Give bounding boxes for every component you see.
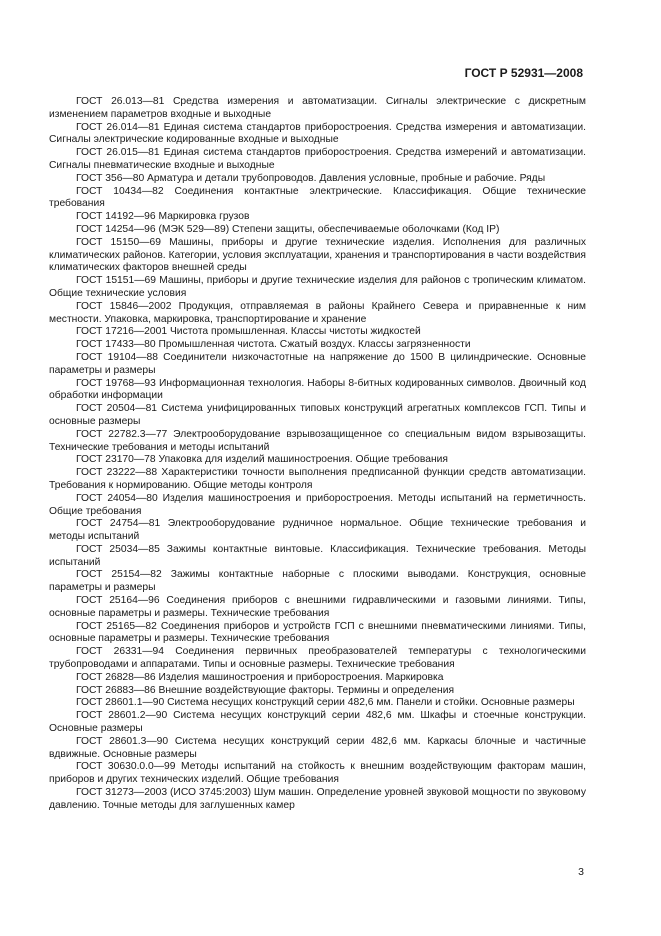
reference-item: ГОСТ 19104—88 Соединители низкочастотные на напряжение до 1500 В цилиндрические. Основные параметры и размеры xyxy=(49,351,586,376)
reference-item: ГОСТ 28601.3—90 Система несущих конструкций серии 482,6 мм. Каркасы блочные и частичные вдвижные. Основные размеры xyxy=(49,735,586,760)
reference-item: ГОСТ 25034—85 Зажимы контактные винтовые. Классификация. Технические требования. Методы испытаний xyxy=(49,543,586,568)
reference-item: ГОСТ 17216—2001 Чистота промышленная. Классы чистоты жидкостей xyxy=(76,326,421,338)
reference-item: ГОСТ 23170—78 Упаковка для изделий машиностроения. Общие требования xyxy=(76,454,448,466)
document-header: ГОСТ Р 52931—2008 xyxy=(464,66,583,80)
reference-item: ГОСТ 26.013—81 Средства измерения и автоматизации. Сигналы электрические с дискретным изменением параметров входные и выходные xyxy=(49,96,586,120)
reference-item: ГОСТ 25154—82 Зажимы контактные наборные с плоскими выводами. Конструкция, основные параметры и размеры xyxy=(49,569,586,594)
reference-item: ГОСТ 10434—82 Соединения контактные электрические. Классификация. Общие технические требования xyxy=(49,185,586,210)
reference-item: ГОСТ 22782.3—77 Электрооборудование взрывозащищенное со специальным видом взрывозащиты. Технические требования и методы испытаний xyxy=(49,428,586,453)
reference-item: ГОСТ 15150—69 Машины, приборы и другие технические изделия. Исполнения для различных климатических районов. Категории, условия эксплуатации, хранения и транспортирования в части воздействия климатических факторов внешней среды xyxy=(49,236,586,274)
reference-item: ГОСТ 19768—93 Информационная технология. Наборы 8-битных кодированных символов. Двоичный код обработки информации xyxy=(49,377,586,402)
reference-item: ГОСТ 356—80 Арматура и детали трубопроводов. Давления условные, пробные и рабочие. Ряды xyxy=(76,172,546,184)
reference-item: ГОСТ 30630.0.0—99 Методы испытаний на стойкость к внешним воздействующим факторам машин, приборов и других технических изделий. Общие требования xyxy=(49,761,586,786)
reference-item: ГОСТ 20504—81 Система унифицированных типовых конструкций агрегатных комплексов ГСП. Типы и основные размеры xyxy=(49,403,586,427)
reference-item: ГОСТ 15151—69 Машины, приборы и другие технические изделия для районов с тропическим климатом. Общие технические условия xyxy=(49,275,586,299)
reference-item: ГОСТ 26.014—81 Единая система стандартов приборостроения. Средства измерения и автоматизации. Сигналы электрические кодированные входные и выходные xyxy=(49,121,586,146)
reference-item: ГОСТ 31273—2003 (ИСО 3745:2003) Шум машин. Определение уровней звуковой мощности по звуковому давлению. Точные методы для заглушенных камер xyxy=(49,787,586,811)
reference-item: ГОСТ 24754—81 Электрооборудование рудничное нормальное. Общие технические требования и методы испытаний xyxy=(49,518,586,543)
reference-item: ГОСТ 26883—86 Внешние воздействующие факторы. Термины и определения xyxy=(76,684,455,696)
reference-item: ГОСТ 26828—86 Изделия машиностроения и приборостроения. Маркировка xyxy=(76,671,444,683)
reference-item: ГОСТ 28601.1—90 Система несущих конструкций серии 482,6 мм. Панели и стойки. Основные размеры xyxy=(76,697,575,709)
reference-item: ГОСТ 25165—82 Соединения приборов и устройств ГСП с внешними пневматическими линиями. Типы, основные параметры и размеры. Технические требования xyxy=(49,620,586,645)
reference-item: ГОСТ 15846—2002 Продукция, отправляемая в районы Крайнего Севера и приравненные к ним местности. Упаковка, маркировка, транспортирование и хранение xyxy=(49,300,586,325)
reference-item: ГОСТ 26.015—81 Единая система стандартов приборостроения. Средства измерений и автоматизации. Сигналы пневматические входные и выходные xyxy=(49,147,586,171)
normative-references-list xyxy=(49,96,586,813)
reference-item: ГОСТ 24054—80 Изделия машиностроения и приборостроения. Методы испытаний на герметичность. Общие требования xyxy=(49,492,586,517)
reference-item: ГОСТ 23222—88 Характеристики точности выполнения предписанной функции средств автоматизации. Требования к нормированию. Общие методы контроля xyxy=(49,467,586,491)
reference-item: ГОСТ 25164—96 Соединения приборов с внешними гидравлическими и газовыми линиями. Типы, основные параметры и размеры. Технические требования xyxy=(49,595,586,619)
reference-item: ГОСТ 17433—80 Промышленная чистота. Сжатый воздух. Классы загрязненности xyxy=(76,339,471,351)
reference-item: ГОСТ 28601.2—90 Система несущих конструкций серии 482,6 мм. Шкафы и стоечные конструкции. Основные размеры xyxy=(49,710,586,735)
reference-item: ГОСТ 14254—96 (МЭК 529—89) Степени защиты, обеспечиваемые оболочками (Код IP) xyxy=(76,223,500,235)
reference-item: ГОСТ 26331—94 Соединения первичных преобразователей температуры с технологическими трубопроводами и аппаратами. Типы и основные размеры. Технические требования xyxy=(49,646,586,671)
page-number: 3 xyxy=(578,866,584,878)
reference-item: ГОСТ 14192—96 Маркировка грузов xyxy=(76,211,250,223)
